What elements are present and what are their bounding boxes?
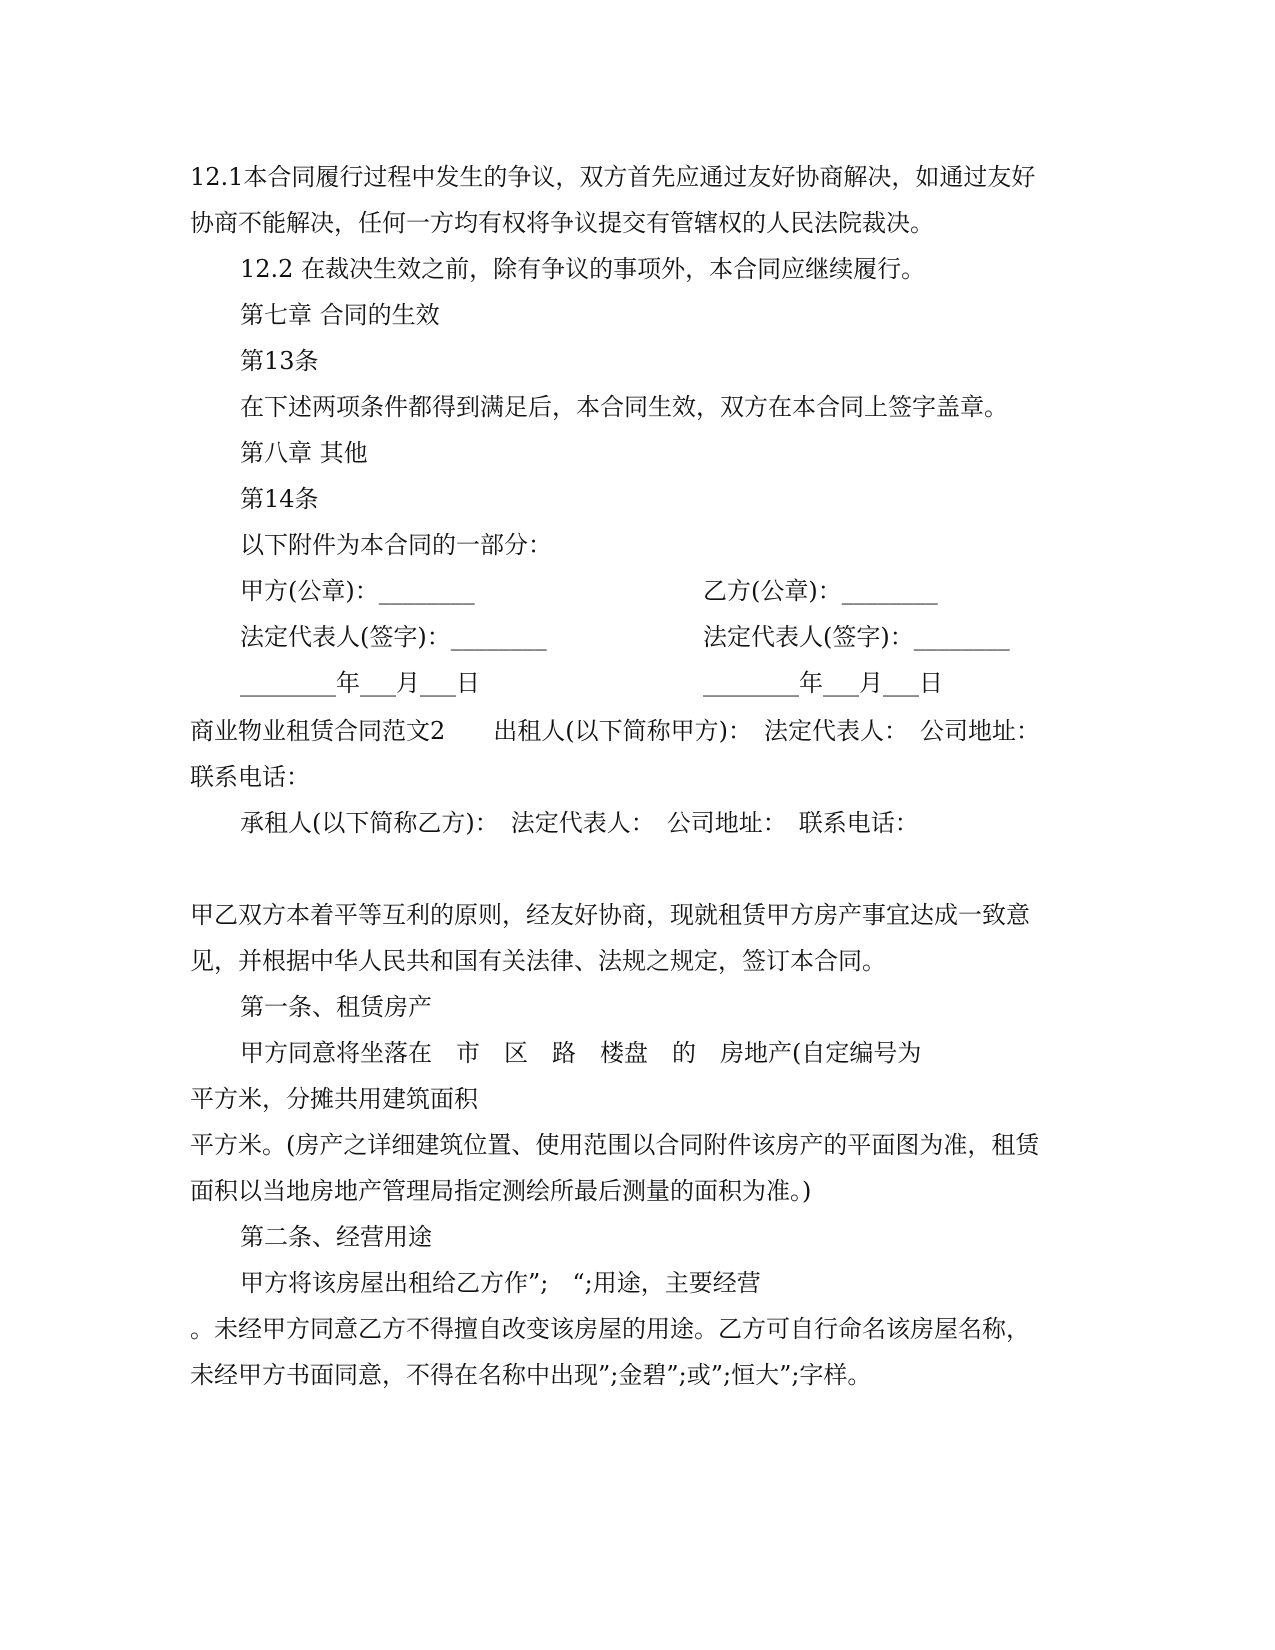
- article-1-line-2: 平方米，分摊共用建筑面积: [190, 1085, 478, 1113]
- chapter-8-heading: 第八章 其他: [240, 439, 368, 467]
- article-13-text: 在下述两项条件都得到满足后，本合同生效，双方在本合同上签字盖章。: [240, 393, 1008, 421]
- party-a-seal-field: 甲方(公章)：________: [240, 577, 475, 605]
- article-14-heading: 第14条: [240, 485, 319, 513]
- article-14-text: 以下附件为本合同的一部分：: [240, 531, 552, 559]
- lessor-phone-label: 联系电话：: [190, 763, 310, 791]
- article-1-heading: 第一条、租赁房产: [240, 993, 432, 1021]
- article-2-heading: 第二条、经营用途: [240, 1223, 432, 1251]
- party-b-representative-field: 法定代表人(签字)：________: [703, 623, 1010, 651]
- clause-12-1-line-1: 12.1本合同履行过程中发生的争议，双方首先应通过友好协商解决，如通过友好: [190, 163, 1036, 191]
- contract-2-title-line: 商业物业租赁合同范文2 出租人(以下简称甲方)： 法定代表人： 公司地址：: [190, 717, 1040, 745]
- article-1-line-1: 甲方同意将坐落在 市 区 路 楼盘 的 房地产(自定编号为: [240, 1039, 922, 1067]
- article-13-heading: 第13条: [240, 347, 319, 375]
- party-a-date-field: ________年___月___日: [240, 669, 480, 697]
- article-2-line-1: 甲方将该房屋出租给乙方作”; “;用途，主要经营: [240, 1269, 761, 1297]
- clause-12-2: 12.2 在裁决生效之前，除有争议的事项外，本合同应继续履行。: [240, 255, 926, 283]
- article-2-line-3: 未经甲方书面同意，不得在名称中出现”;金碧”;或”;恒大”;字样。: [190, 1361, 872, 1389]
- chapter-7-heading: 第七章 合同的生效: [240, 301, 440, 329]
- article-2-line-2: 。未经甲方同意乙方不得擅自改变该房屋的用途。乙方可自行命名该房屋名称，: [190, 1315, 1030, 1343]
- party-b-date-field: ________年___月___日: [703, 669, 943, 697]
- lessee-info-line: 承租人(以下简称乙方)： 法定代表人： 公司地址： 联系电话：: [240, 809, 919, 837]
- article-1-line-4: 面积以当地房地产管理局指定测绘所最后测量的面积为准。): [190, 1177, 812, 1205]
- clause-12-1-line-2: 协商不能解决，任何一方均有权将争议提交有管辖权的人民法院裁决。: [190, 209, 934, 237]
- preamble-line-1: 甲乙双方本着平等互利的原则，经友好协商，现就租赁甲方房产事宜达成一致意: [190, 901, 1030, 929]
- party-b-seal-field: 乙方(公章)：________: [703, 577, 938, 605]
- party-a-representative-field: 法定代表人(签字)：________: [240, 623, 547, 651]
- preamble-line-2: 见，并根据中华人民共和国有关法律、法规之规定，签订本合同。: [190, 947, 886, 975]
- article-1-line-3: 平方米。(房产之详细建筑位置、使用范围以合同附件该房产的平面图为准，租赁: [190, 1131, 1040, 1159]
